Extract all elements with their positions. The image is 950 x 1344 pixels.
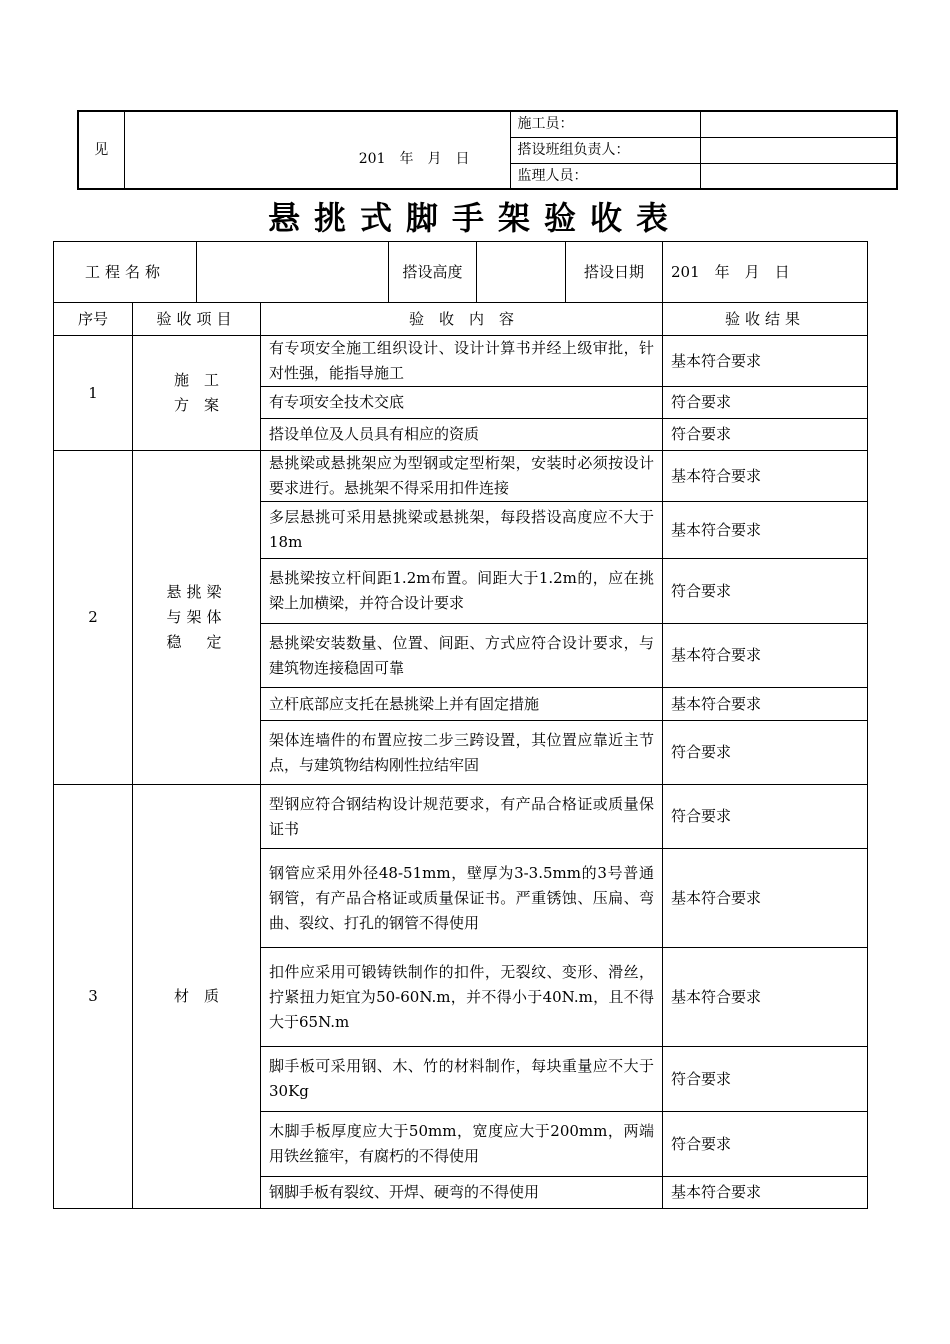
check-content: 木脚手板厚度应大于50mm，宽度应大于200mm，两端用铁丝箍牢，有腐朽的不得使用 bbox=[261, 1112, 663, 1177]
header-no: 序号 bbox=[54, 303, 133, 336]
project-name-label: 工程名称 bbox=[54, 242, 197, 303]
section-item: 施 工 方 案 bbox=[133, 336, 261, 451]
check-result: 符合要求 bbox=[663, 387, 868, 419]
check-content: 型钢应符合钢结构设计规范要求，有产品合格证或质量保证书 bbox=[261, 785, 663, 849]
table-row bbox=[54, 785, 868, 849]
section-item: 悬挑梁 与架体 稳 定 bbox=[133, 451, 261, 785]
signer-label-supervisor: 监理人员： bbox=[510, 163, 700, 189]
check-result: 基本符合要求 bbox=[663, 336, 868, 387]
opinion-date: 201 年 月 日 bbox=[358, 151, 470, 167]
inspection-table bbox=[53, 241, 868, 1209]
signer-label-team-leader: 搭设班组负责人： bbox=[510, 137, 700, 163]
height-label: 搭设高度 bbox=[389, 242, 477, 303]
signer-label-builder: 施工员： bbox=[510, 111, 700, 137]
check-result: 基本符合要求 bbox=[663, 849, 868, 948]
section-item: 材 质 bbox=[133, 785, 261, 1209]
header-content: 验 收 内 容 bbox=[261, 303, 663, 336]
check-content: 钢管应采用外径48-51mm，壁厚为3-3.5mm的3号普通钢管，有产品合格证或质量保证书。严重锈蚀、压扁、弯曲、裂纹、打孔的钢管不得使用 bbox=[261, 849, 663, 948]
opinion-label: 见 bbox=[78, 111, 124, 189]
check-content: 扣件应采用可锻铸铁制作的扣件，无裂纹、变形、滑丝，拧紧扭力矩宜为50-60N.m，并不得小于40N.m，且不得大于65N.m bbox=[261, 948, 663, 1047]
project-name-value bbox=[197, 242, 389, 303]
header-result: 验收结果 bbox=[663, 303, 868, 336]
signer-value-builder bbox=[700, 111, 897, 137]
check-content: 多层悬挑可采用悬挑梁或悬挑架，每段搭设高度应不大于18m bbox=[261, 502, 663, 559]
signer-value-supervisor bbox=[700, 163, 897, 189]
check-result: 符合要求 bbox=[663, 559, 868, 624]
check-result: 基本符合要求 bbox=[663, 688, 868, 721]
check-result: 基本符合要求 bbox=[663, 1177, 868, 1209]
table-row bbox=[54, 336, 868, 387]
check-result: 符合要求 bbox=[663, 1047, 868, 1112]
check-content: 悬挑梁按立杆间距1.2m布置。间距大于1.2m的，应在挑梁上加横梁，并符合设计要求 bbox=[261, 559, 663, 624]
section-no: 2 bbox=[54, 451, 133, 785]
height-value bbox=[477, 242, 566, 303]
section-no: 1 bbox=[54, 336, 133, 451]
check-result: 符合要求 bbox=[663, 721, 868, 785]
check-content: 钢脚手板有裂纹、开焊、硬弯的不得使用 bbox=[261, 1177, 663, 1209]
check-result: 基本符合要求 bbox=[663, 451, 868, 502]
opinion-cell bbox=[124, 111, 510, 189]
check-result: 基本符合要求 bbox=[663, 948, 868, 1047]
check-result: 符合要求 bbox=[663, 1112, 868, 1177]
signature-table bbox=[77, 110, 898, 190]
section-no: 3 bbox=[54, 785, 133, 1209]
check-content: 架体连墙件的布置应按二步三跨设置，其位置应靠近主节点，与建筑物结构刚性拉结牢固 bbox=[261, 721, 663, 785]
check-content: 脚手板可采用钢、木、竹的材料制作，每块重量应不大于30Kg bbox=[261, 1047, 663, 1112]
check-content: 搭设单位及人员具有相应的资质 bbox=[261, 419, 663, 451]
check-result: 基本符合要求 bbox=[663, 502, 868, 559]
page-title: 悬挑式脚手架验收表 bbox=[267, 199, 682, 237]
header-item: 验收项目 bbox=[133, 303, 261, 336]
date-value: 201 年 月 日 bbox=[663, 242, 868, 303]
check-result: 符合要求 bbox=[663, 785, 868, 849]
check-content: 悬挑梁安装数量、位置、间距、方式应符合设计要求，与建筑物连接稳固可靠 bbox=[261, 624, 663, 688]
table-row bbox=[54, 451, 868, 502]
date-label: 搭设日期 bbox=[566, 242, 663, 303]
check-content: 有专项安全技术交底 bbox=[261, 387, 663, 419]
check-result: 基本符合要求 bbox=[663, 624, 868, 688]
check-result: 符合要求 bbox=[663, 419, 868, 451]
check-content: 立杆底部应支托在悬挑梁上并有固定措施 bbox=[261, 688, 663, 721]
signer-value-team-leader bbox=[700, 137, 897, 163]
check-content: 有专项安全施工组织设计、设计计算书并经上级审批，针对性强，能指导施工 bbox=[261, 336, 663, 387]
check-content: 悬挑梁或悬挑架应为型钢或定型桁架，安装时必须按设计要求进行。悬挑架不得采用扣件连接 bbox=[261, 451, 663, 502]
